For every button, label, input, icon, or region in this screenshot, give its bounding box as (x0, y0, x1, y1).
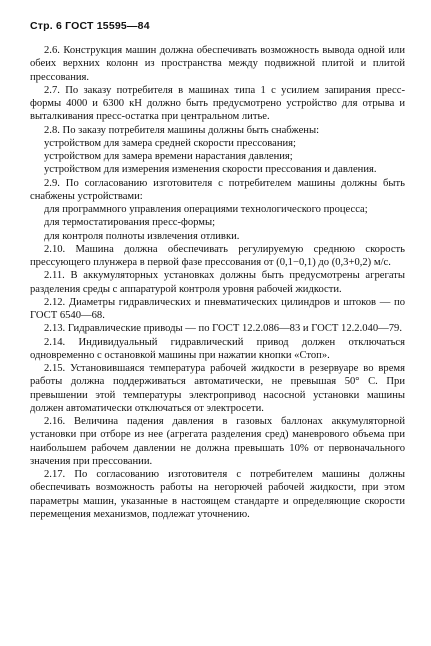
paragraph: устройством для измерения изменения скорости прессования и давления. (44, 164, 377, 176)
paragraph: устройством для замера средней скорости прессования; (44, 137, 296, 149)
paragraph: 2.11. В аккумуляторных установках должны быть предусмотрены агрегаты разделения среды с аппаратурой контроля уровня рабочей жидкости. (30, 270, 405, 295)
paragraph: 2.15. Установившаяся температура рабочей жидкости в резервуаре во время работы должна поддерживаться автоматически, не превышая 50° С. При превышении этой температуры электропривод насосной установки машины должен автоматически отключаться от электросети. (30, 363, 405, 414)
paragraph: 2.9. По согласованию изготовителя с потребителем машины должны быть снабжены устройствами: (30, 177, 405, 202)
paragraph: 2.8. По заказу потребителя машины должны быть снабжены: (44, 124, 320, 136)
paragraph: 2.13. Гидравлические приводы — по ГОСТ 12.2.086—83 и ГОСТ 12.2.040—79. (44, 323, 402, 335)
paragraph: 2.12. Диаметры гидравлических и пневматических цилиндров и штоков — по ГОСТ 6540—68. (30, 296, 405, 321)
paragraph: 2.7. По заказу потребителя в машинах типа 1 с усилием запирания пресс-формы 4000 и 6300 кН должно быть предусмотрено устройство для отрыва и выталкивания пресс-остатка при центральном литье. (30, 84, 405, 123)
paragraph: 2.17. По согласованию изготовителя с потребителем машины должны обеспечивать возможность работы на негорючей рабочей жидкости, при этом параметры машин, указанные в настоящем стандарте и определяющие скорости перемещения механизмов, подлежат уточнению. (30, 469, 405, 520)
paragraph: для программного управления операциями технологического процесса; (44, 204, 368, 215)
page-header: Стр. 6 ГОСТ 15595—84 (30, 20, 150, 32)
paragraph: устройством для замера времени нарастания давления; (44, 151, 293, 162)
paragraph: 2.16. Величина падения давления в газовых баллонах аккумуляторной установки при отборе из нее (агрегата разделения сред) маневрового объема при наибольшем рабочем давлении не должна превышать 10% от первоначального значения при прессовании. (30, 416, 405, 467)
paragraph: 2.10. Машина должна обеспечивать регулируемую среднюю скорость прессующего плунжера в первой фазе прессования от (0,1−0,1) до (0,3+0,2) м/с. (30, 243, 405, 268)
paragraph: для контроля полноты извлечения отливки. (44, 230, 240, 242)
paragraph: для термостатирования пресс-формы; (44, 217, 216, 229)
paragraph: 2.6. Конструкция машин должна обеспечивать возможность вывода одной или обеих верхних колонн из пространства между подвижной плитой и плитой прессования. (30, 45, 405, 83)
paragraph: 2.14. Индивидуальный гидравлический привод должен отключаться одновременно с остановкой машины при нажатии кнопки «Стоп». (30, 336, 405, 361)
document-body (30, 44, 405, 521)
